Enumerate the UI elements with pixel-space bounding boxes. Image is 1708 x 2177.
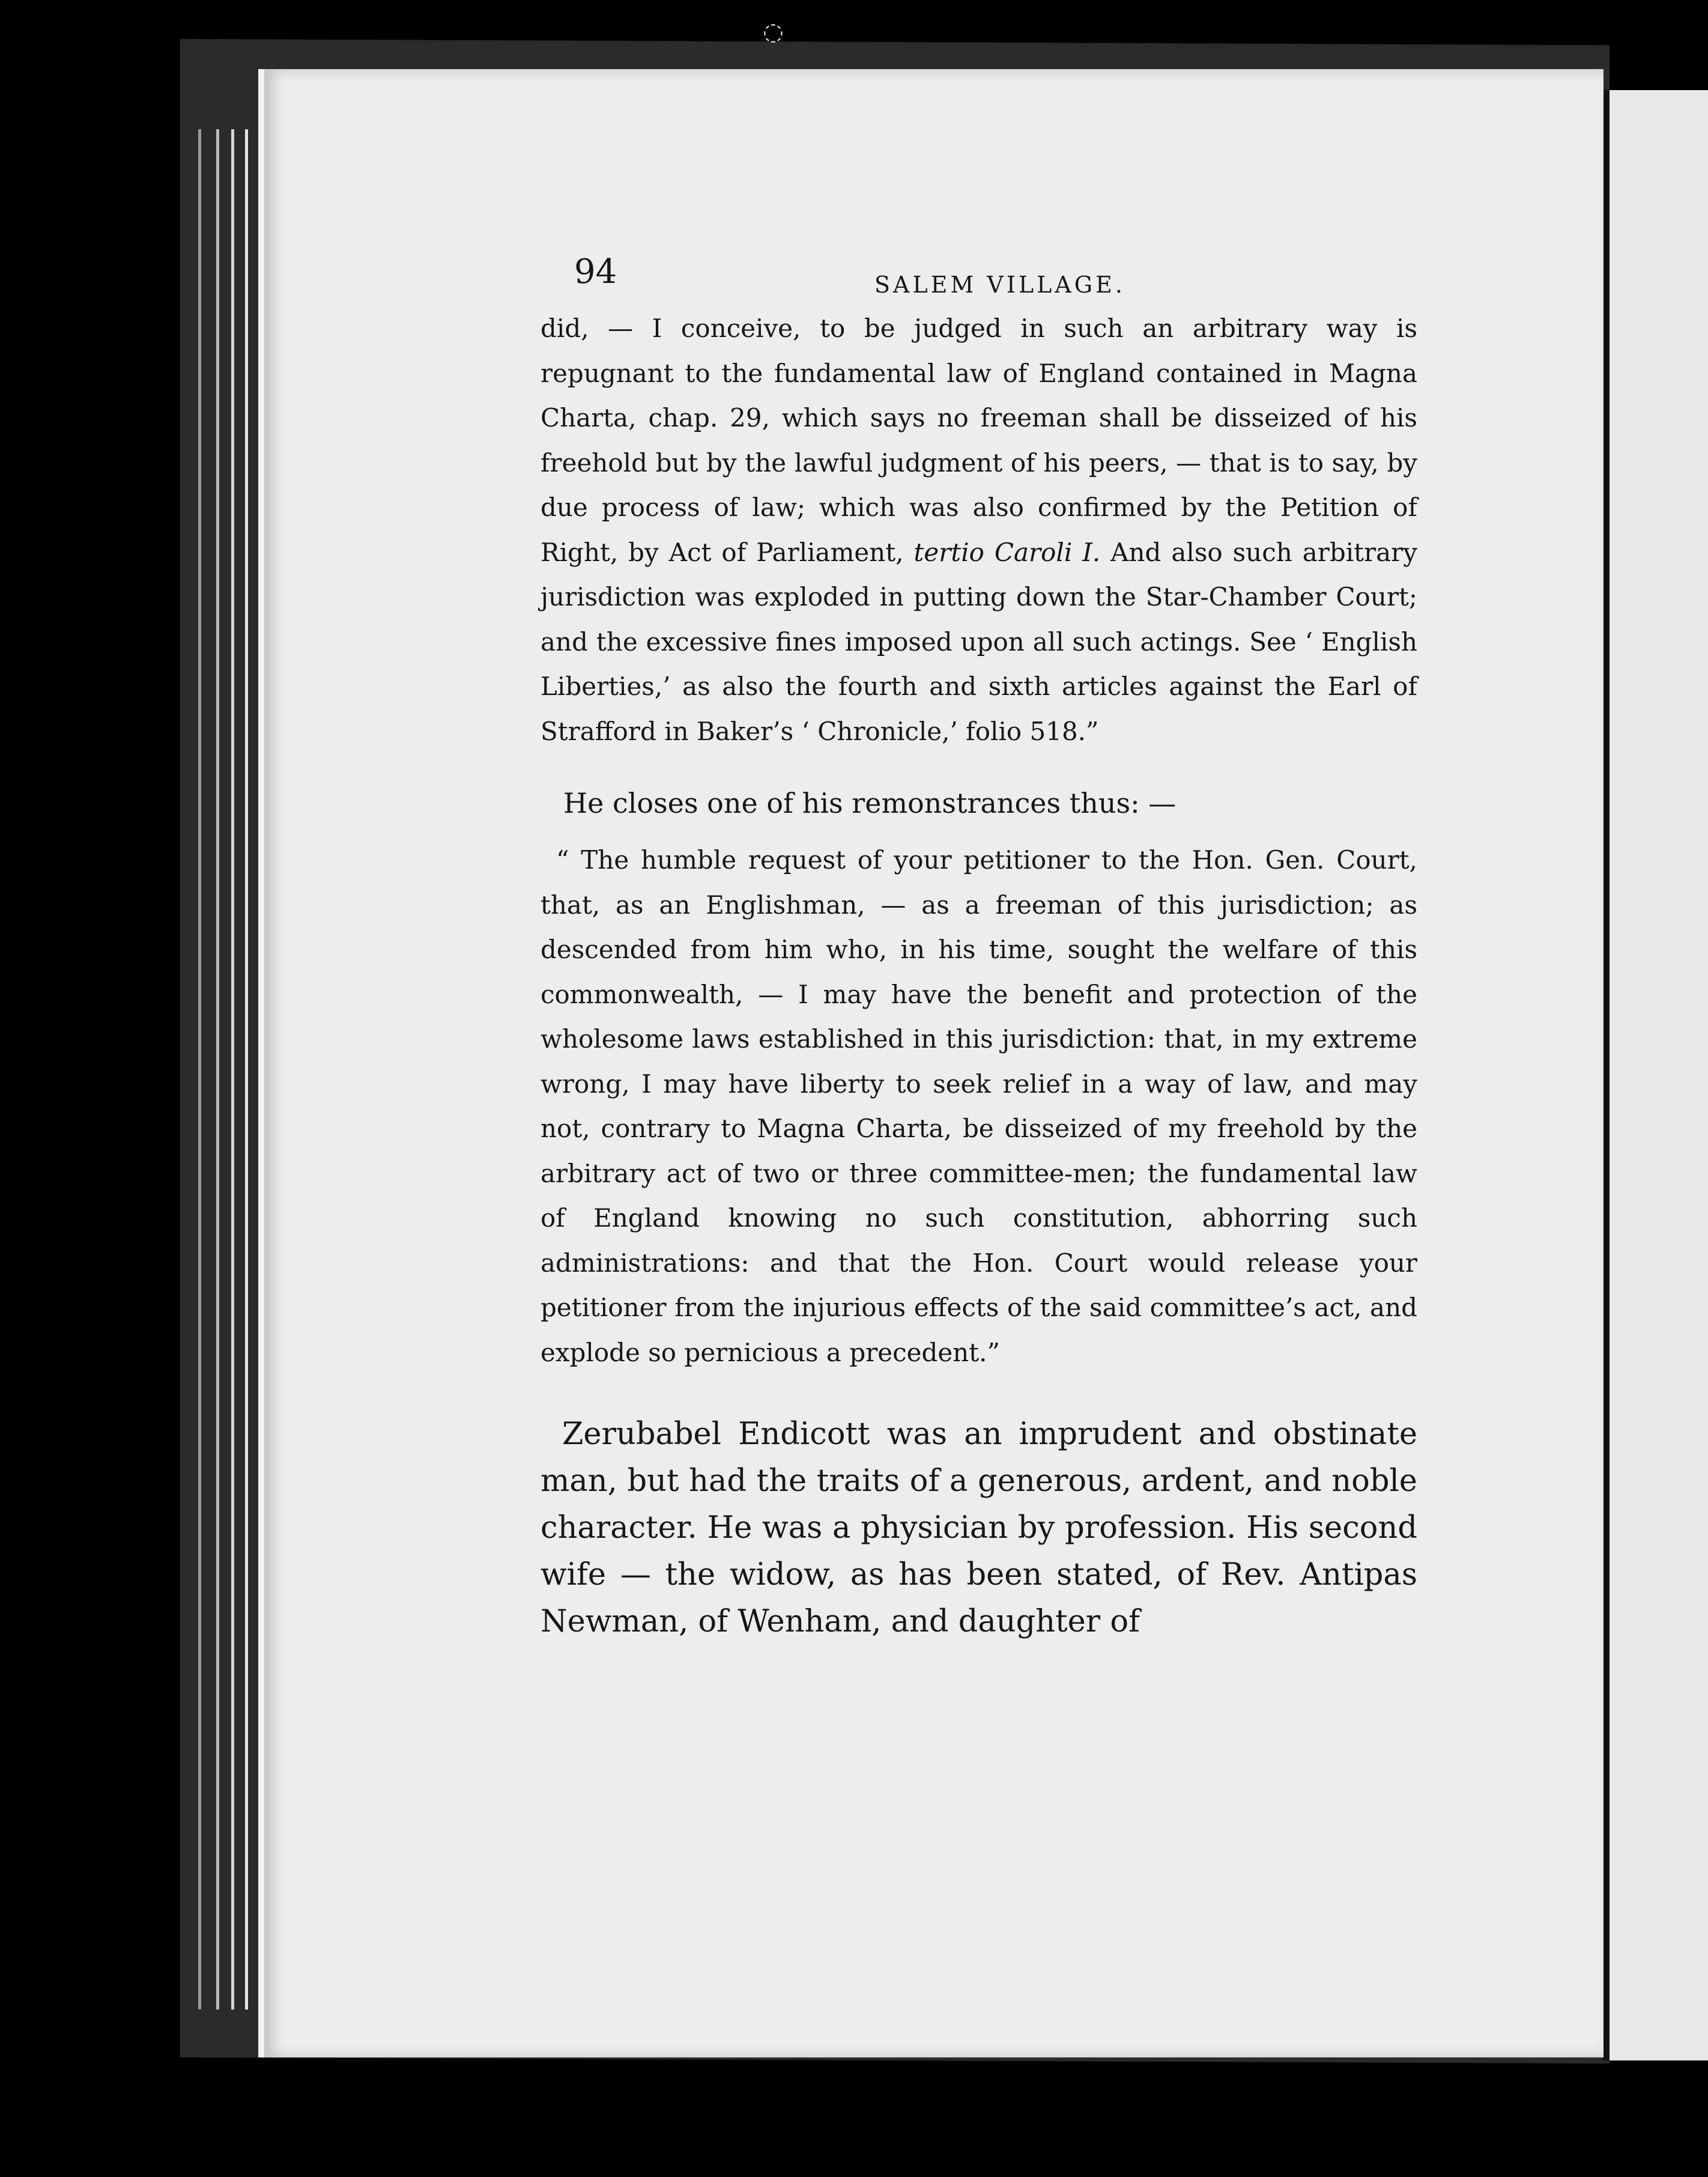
- page-text-block: [541, 252, 1417, 1645]
- running-title: SALEM VILLAGE.: [874, 272, 1125, 298]
- page-edge-line: [231, 129, 234, 2009]
- running-head: [574, 252, 1417, 306]
- body-paragraph: Zerubabel Endicott was an imprudent and obstinate man, but had the traits of a generous, ardent, and noble character. He was a physician by profession. His second wife — the widow, as has been stated, of Rev. Antipas Newman, of Wenham, and daughter of: [541, 1416, 1417, 1639]
- quote-text: And also such arbitrary jurisdiction was exploded in putting down the Star-Chamber Court; and the excessive fines imposed upon all such actings. See ‘ English Liberties,’ as also the fourth and sixth articles against the Earl of Strafford in Baker’s ‘ Chronicle,’ folio 518.”: [541, 537, 1417, 746]
- lead-in-paragraph: He closes one of his remonstrances thus: —: [563, 787, 1177, 819]
- quote-italic-text: tertio Caroli I.: [913, 537, 1101, 567]
- page-edge-line: [245, 129, 248, 2009]
- facing-page-edge: [1602, 90, 1708, 2060]
- page-edge-line: [216, 129, 219, 2009]
- quote-text: did, — I conceive, to be judged in such an arbitrary way is repugnant to the fundamental law of England contained in Magna Charta, chap. 29, which says no freeman shall be disseized of his freehold but by the lawful judgment of his peers, — that is to say, by due process of law; which was also confirmed by the Petition of Right, by Act of Parliament,: [541, 314, 1417, 567]
- petition-quote: “ The humble request of your petitioner to the Hon. Gen. Court, that, as an Englishman, — as a freeman of this jurisdiction; as descended from him who, in his time, sought the welfare of this commonwealth, — I may have the benefit and protection of the wholesome laws established in this jurisdiction: that, in my extreme wrong, I may have liberty to seek relief in a way of law, and may not, contrary to Magna Charta, be disseized of my freehold by the arbitrary act of two or three committee-men; the fundamental law of England knowing no such constitution, abhorring such administrations: and that the Hon. Court would release your petitioner from the injurious effects of the said committee’s act, and explode so pernicious a precedent.”: [541, 845, 1417, 1367]
- page-number: 94: [574, 252, 617, 291]
- page-edge-line: [198, 129, 201, 2009]
- binding-mark-icon: ◌: [763, 18, 784, 46]
- quote-continuation: [541, 306, 1417, 754]
